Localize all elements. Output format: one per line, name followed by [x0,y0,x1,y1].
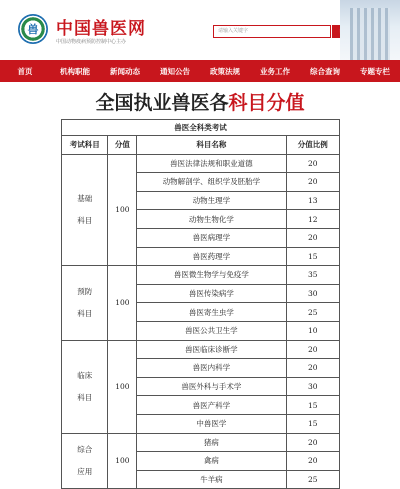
table-row [62,154,340,173]
subject-score-cell: 100 [108,154,137,266]
course-ratio-cell: 20 [286,452,339,471]
course-name-cell: 兽医病理学 [137,228,286,247]
header-score: 分值 [108,136,137,155]
course-name-cell: 兽医产科学 [137,396,286,415]
nav-item[interactable]: 专题专栏 [360,66,390,76]
course-name-cell: 牛羊病 [137,470,286,489]
course-name-cell: 禽病 [137,452,286,471]
table-row [62,340,340,359]
course-ratio-cell: 15 [286,414,339,433]
course-name-cell: 兽医临床诊断学 [137,340,286,359]
subject-category-line: 临床 [77,370,93,380]
page-title [0,91,400,115]
search-input[interactable]: 请输入关键字 [213,25,331,38]
course-ratio-cell: 20 [286,340,339,359]
subject-score-cell: 100 [108,266,137,340]
table-row [62,266,340,285]
subject-category-line: 综合 [77,444,93,454]
course-ratio-cell: 15 [286,396,339,415]
table-row [62,433,340,452]
course-ratio-cell: 10 [286,321,339,340]
nav-item[interactable]: 新闻动态 [110,66,140,76]
course-name-cell: 兽医寄生虫学 [137,303,286,322]
course-ratio-cell: 25 [286,470,339,489]
course-name-cell: 兽医法律法规和职业道德 [137,154,286,173]
course-ratio-cell: 30 [286,377,339,396]
site-header [0,0,400,60]
course-ratio-cell: 12 [286,210,339,229]
subject-category-cell [62,433,108,489]
course-name-cell: 动物生物化学 [137,210,286,229]
subject-score-cell: 100 [108,433,137,489]
table-caption: 兽医全科类考试 [62,120,340,136]
course-name-cell: 兽医外科与手术学 [137,377,286,396]
course-ratio-cell: 20 [286,433,339,452]
subject-category-line: 应用 [77,466,93,476]
course-name-cell: 中兽医学 [137,414,286,433]
course-ratio-cell: 20 [286,228,339,247]
subject-category-line: 科目 [77,308,93,318]
header-building-image [340,0,400,60]
course-name-cell: 兽医药理学 [137,247,286,266]
nav-item[interactable]: 通知公告 [160,66,190,76]
course-ratio-cell: 20 [286,359,339,378]
exam-score-table [61,119,340,489]
nav-item[interactable]: 综合查询 [310,66,340,76]
course-ratio-cell: 25 [286,303,339,322]
nav-item[interactable]: 业务工作 [260,66,290,76]
header-course-name: 科目名称 [137,136,286,155]
subject-category-line: 基础 [77,193,93,203]
course-ratio-cell: 20 [286,154,339,173]
nav-item[interactable]: 机构职能 [60,66,90,76]
header-ratio: 分值比例 [286,136,339,155]
course-name-cell: 猪病 [137,433,286,452]
subject-category-cell [62,266,108,340]
course-ratio-cell: 20 [286,173,339,192]
subject-category-line: 预防 [77,286,93,296]
subject-category-cell [62,340,108,433]
course-ratio-cell: 35 [286,266,339,285]
course-name-cell: 兽医公共卫生学 [137,321,286,340]
course-name-cell: 兽医微生物学与免疫学 [137,266,286,285]
course-name-cell: 动物解剖学、组织学及胚胎学 [137,173,286,192]
page-title-highlight: 科目分值 [228,92,305,114]
main-nav [0,60,400,82]
logo-glyph: 兽 [27,23,39,36]
subject-category-line: 科目 [77,215,93,225]
course-ratio-cell: 30 [286,284,339,303]
subject-score-cell: 100 [108,340,137,433]
site-subtitle: 中国动物疫病预防控制中心主办 [56,39,127,45]
course-name-cell: 兽医内科学 [137,359,286,378]
subject-category-cell [62,154,108,266]
course-ratio-cell: 15 [286,247,339,266]
course-name-cell: 兽医传染病学 [137,284,286,303]
course-ratio-cell: 13 [286,191,339,210]
site-title[interactable]: 中国兽医网 [56,19,146,39]
nav-item[interactable]: 政策法规 [210,66,240,76]
course-name-cell: 动物生理学 [137,191,286,210]
nav-item[interactable]: 首页 [17,66,33,76]
header-subject: 考试科目 [62,136,108,155]
logo-emblem-icon[interactable] [18,14,48,44]
page-title-prefix: 全国执业兽医各 [95,92,229,114]
subject-category-line: 科目 [77,392,93,402]
